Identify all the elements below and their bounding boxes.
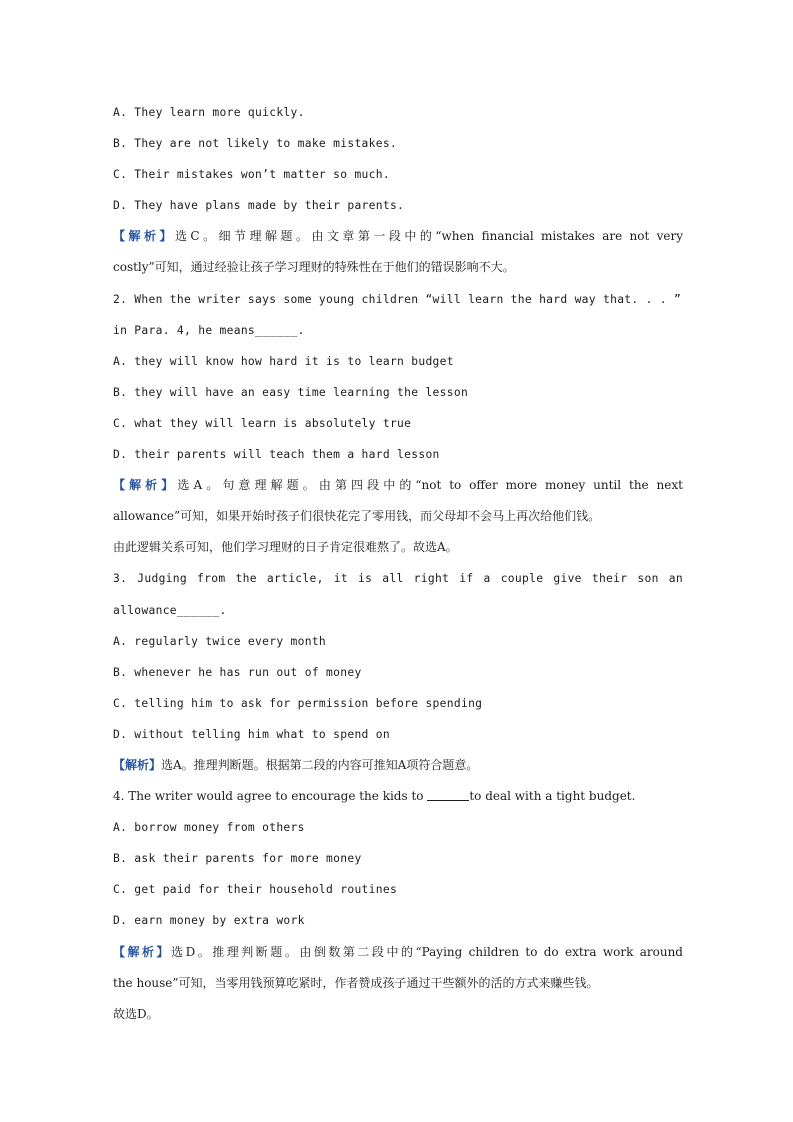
answer-4-tag: 【解析】 — [113, 944, 172, 959]
q2-option-a: A. they will know how hard it is to learn budget — [113, 354, 454, 368]
q1-option-d: D. They have plans made by their parents. — [113, 199, 405, 213]
question-4-line-1 — [113, 781, 683, 812]
q2-option-d: D. their parents will teach them a hard lesson — [113, 448, 440, 462]
answer-blank — [427, 788, 469, 801]
answer-3-line-1 — [113, 750, 683, 781]
q1-option-b: B. They are not likely to make mistakes. — [113, 137, 398, 151]
q3-option-d: D. without telling him what to spend on — [113, 727, 390, 741]
answer-4-line-2: the house”可知，当零用钱预算吃紧时，作者赞成孩子通过干些额外的活的方式来赚些钱。 — [113, 975, 599, 990]
answer-2-line-1 — [113, 470, 683, 501]
question-3-line-1: 3. Judging from the article, it is all right if a couple give their son an — [113, 572, 683, 586]
answer-4-line-1 — [113, 937, 683, 968]
answer-2-tag: 【解析】 — [113, 478, 178, 493]
question-2-line-2: in Para. 4, he means______. — [113, 323, 305, 337]
q4-option-b: B. ask their parents for more money — [113, 852, 362, 866]
q3-option-c: C. telling him to ask for permission before spending — [113, 696, 483, 710]
question-3-line-2: allowance______. — [113, 603, 227, 617]
q1-option-a: A. They learn more quickly. — [113, 106, 305, 119]
answer-1-text: 选C。细节理解题。由文章第一段中的“when financial mistakes are not very — [174, 229, 683, 244]
question-4-after-blank: to deal with a tight budget. — [469, 789, 636, 804]
answer-1-line-1 — [113, 221, 683, 252]
q2-option-c: C. what they will learn is absolutely true — [113, 416, 412, 430]
q2-option-b: B. they will have an easy time learning the lesson — [113, 385, 469, 399]
answer-1-line-2: costly”可知，通过经验让孩子学习理财的特殊性在于他们的错误影响不大。 — [113, 260, 515, 275]
q4-option-d: D. earn money by extra work — [113, 914, 305, 928]
q4-option-a: A. borrow money from others — [113, 821, 305, 835]
question-4-before-blank: 4. The writer would agree to encourage the kids to — [113, 789, 428, 804]
question-2-line-1: 2. When the writer says some young children “will learn the hard way that. . . ” — [113, 292, 682, 306]
answer-3-tag: 【解析】 — [113, 757, 162, 772]
q1-option-c: C. Their mistakes won’t matter so much. — [113, 168, 390, 182]
document-page — [113, 97, 683, 1030]
q3-option-b: B. whenever he has run out of money — [113, 665, 362, 679]
answer-2-line-3: 由此逻辑关系可知，他们学习理财的日子肯定很难熬了。故选A。 — [113, 540, 458, 555]
q4-option-c: C. get paid for their household routines — [113, 883, 398, 897]
answer-2-text: 选A。句意理解题。由第四段中的“not to offer more money until the next — [177, 478, 683, 493]
answer-4-text: 选D。推理判断题。由倒数第二段中的“Paying children to do extra work around — [171, 944, 683, 959]
answer-4-line-3: 故选D。 — [113, 1006, 159, 1021]
q3-option-a: A. regularly twice every month — [113, 634, 327, 648]
answer-2-line-2: allowance”可知，如果开始时孩子们很快花完了零用钱，而父母却不会马上再次给他们钱。 — [113, 509, 601, 524]
answer-3-text: 选A。推理判断题。根据第二段的内容可推知A项符合题意。 — [161, 757, 479, 772]
answer-1-tag: 【解析】 — [113, 229, 175, 244]
